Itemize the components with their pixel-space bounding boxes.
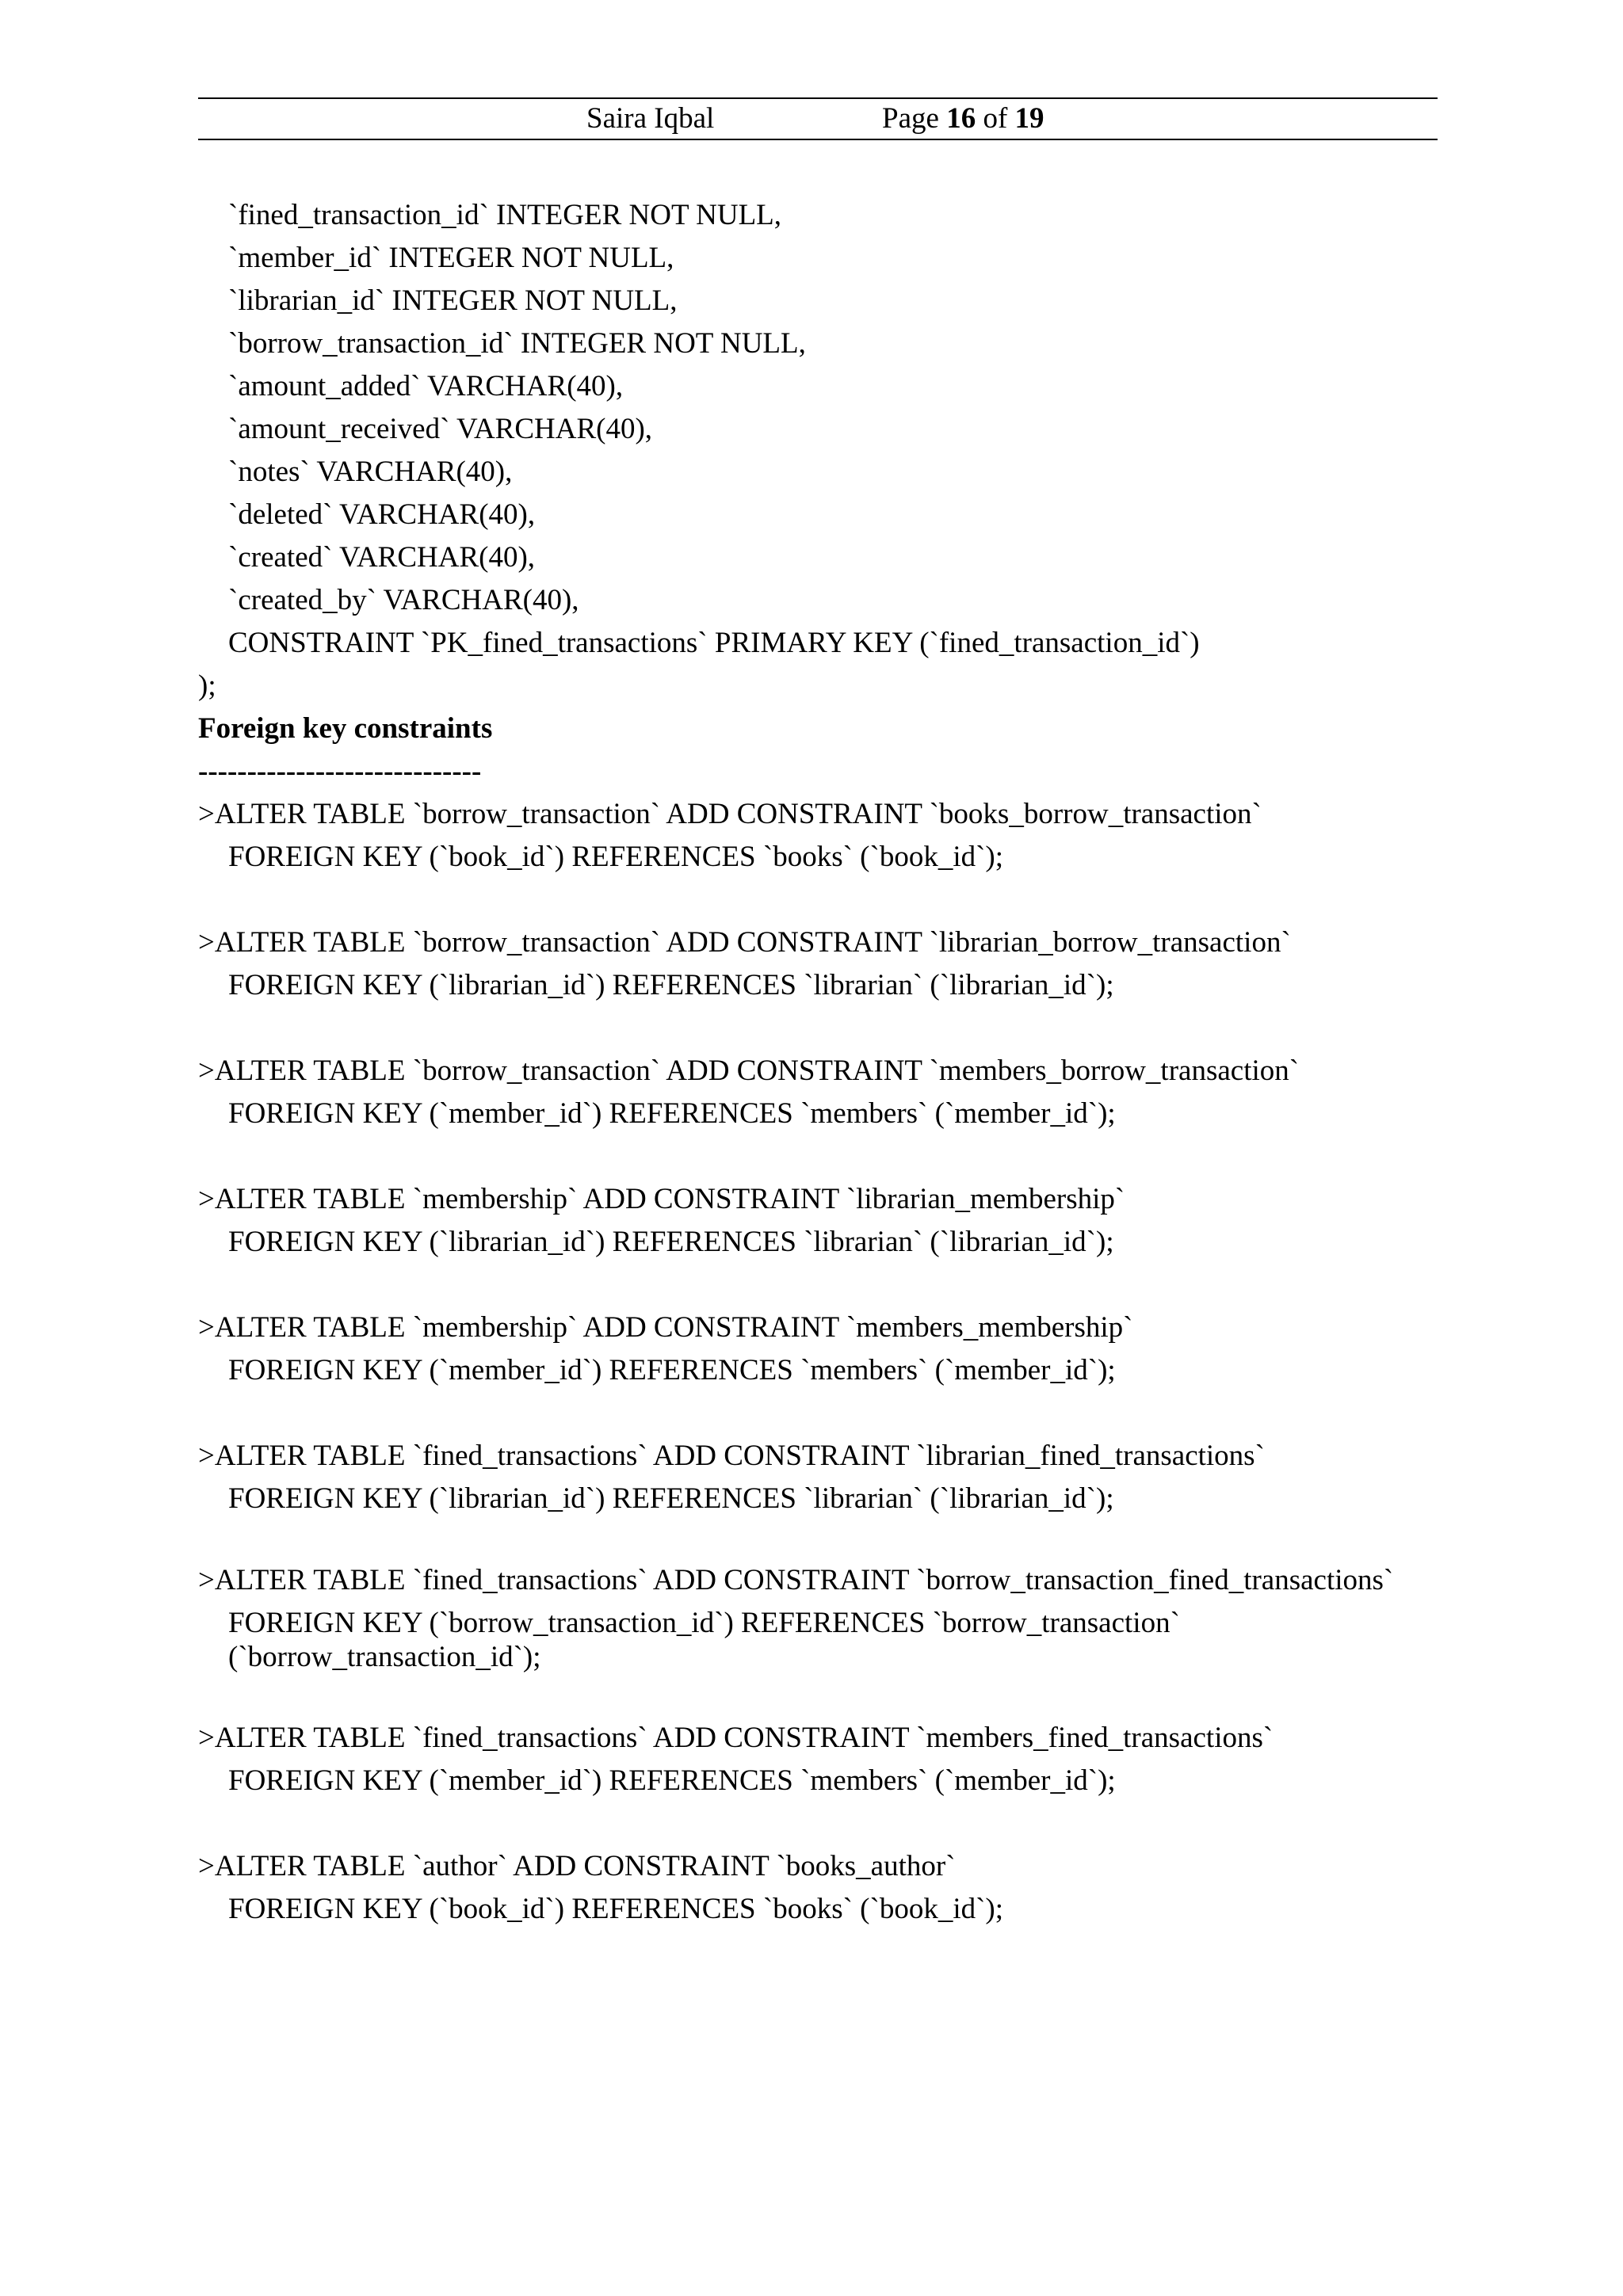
constraint-block [198, 793, 1438, 879]
code-line: `created` VARCHAR(40), [228, 541, 536, 574]
code-line: `librarian_id` INTEGER NOT NULL, [228, 284, 678, 317]
alter-statement: >ALTER TABLE `fined_transactions` ADD CONSTRAINT `librarian_fined_transactions` [198, 1440, 1265, 1472]
code-line: `created_by` VARCHAR(40), [228, 584, 579, 616]
foreign-key-clause: FOREIGN KEY (`librarian_id`) REFERENCES `librarian` (`librarian_id`); [228, 969, 1114, 1001]
table-column-definitions [198, 194, 1438, 707]
code-line: `amount_added` VARCHAR(40), [228, 370, 624, 402]
blank-line [198, 1264, 1438, 1306]
blank-line [198, 1802, 1438, 1845]
page-current: 16 [946, 102, 976, 135]
constraint-block [198, 1435, 1438, 1520]
code-line: `notes` VARCHAR(40), [228, 456, 513, 488]
alter-statement: >ALTER TABLE `membership` ADD CONSTRAINT `librarian_membership` [198, 1183, 1125, 1215]
blank-line [198, 1135, 1438, 1178]
foreign-key-clause: FOREIGN KEY (`book_id`) REFERENCES `books` (`book_id`); [228, 1893, 1004, 1925]
foreign-key-clause: FOREIGN KEY (`book_id`) REFERENCES `books` (`book_id`); [228, 841, 1004, 873]
code-line: `amount_received` VARCHAR(40), [228, 413, 653, 445]
foreign-key-clause: FOREIGN KEY (`member_id`) REFERENCES `members` (`member_id`); [228, 1354, 1116, 1386]
blank-line [198, 1007, 1438, 1050]
code-line: `fined_transaction_id` INTEGER NOT NULL, [228, 199, 782, 231]
constraint-block [198, 1717, 1438, 1802]
alter-statement: >ALTER TABLE `borrow_transaction` ADD CONSTRAINT `librarian_borrow_transaction` [198, 926, 1291, 959]
table-close: ); [198, 669, 216, 702]
section-underline: ----------------------------- [198, 755, 482, 788]
alter-statement: >ALTER TABLE `borrow_transaction` ADD CONSTRAINT `members_borrow_transaction` [198, 1055, 1300, 1087]
blank-line [198, 1520, 1438, 1563]
foreign-key-clause: FOREIGN KEY (`borrow_transaction_id`) REFERENCES `borrow_transaction` (`borrow_transaction_id`); [228, 1607, 1180, 1673]
foreign-key-clause: FOREIGN KEY (`member_id`) REFERENCES `members` (`member_id`); [228, 1764, 1116, 1797]
page-label: Page [882, 102, 947, 135]
code-line: `deleted` VARCHAR(40), [228, 498, 536, 531]
constraint-block [198, 1306, 1438, 1392]
blank-line [198, 1392, 1438, 1435]
code-line: `member_id` INTEGER NOT NULL, [228, 242, 674, 274]
foreign-key-clause: FOREIGN KEY (`member_id`) REFERENCES `members` (`member_id`); [228, 1097, 1116, 1130]
blank-line [198, 879, 1438, 921]
constraint-block [198, 1845, 1438, 1931]
alter-statement: >ALTER TABLE `membership` ADD CONSTRAINT `members_membership` [198, 1311, 1133, 1344]
header-top-rule [198, 97, 1438, 99]
foreign-key-clause: FOREIGN KEY (`librarian_id`) REFERENCES `librarian` (`librarian_id`); [228, 1482, 1114, 1515]
section-heading: Foreign key constraints [198, 712, 493, 745]
code-line: `borrow_transaction_id` INTEGER NOT NULL, [228, 327, 806, 360]
header-bottom-rule [198, 139, 1438, 140]
header-page-number [882, 100, 1044, 138]
document-body [198, 194, 1438, 1931]
blank-line [198, 1674, 1438, 1717]
code-line: CONSTRAINT `PK_fined_transactions` PRIMARY KEY (`fined_transaction_id`) [228, 627, 1200, 659]
foreign-key-clause: FOREIGN KEY (`librarian_id`) REFERENCES `librarian` (`librarian_id`); [228, 1226, 1114, 1258]
constraint-block [198, 921, 1438, 1007]
alter-statement: >ALTER TABLE `borrow_transaction` ADD CONSTRAINT `books_borrow_transaction` [198, 798, 1262, 830]
header-author: Saira Iqbal [586, 102, 715, 135]
constraint-block [198, 1563, 1438, 1674]
constraint-block [198, 1178, 1438, 1264]
constraint-block [198, 1050, 1438, 1135]
alter-statement: >ALTER TABLE `fined_transactions` ADD CONSTRAINT `borrow_transaction_fined_transactions` [198, 1564, 1394, 1596]
alter-statement: >ALTER TABLE `fined_transactions` ADD CONSTRAINT `members_fined_transactions` [198, 1722, 1274, 1754]
page-total: 19 [1014, 102, 1044, 135]
alter-statement: >ALTER TABLE `author` ADD CONSTRAINT `books_author` [198, 1850, 956, 1882]
page-of-label: of [976, 102, 1015, 135]
